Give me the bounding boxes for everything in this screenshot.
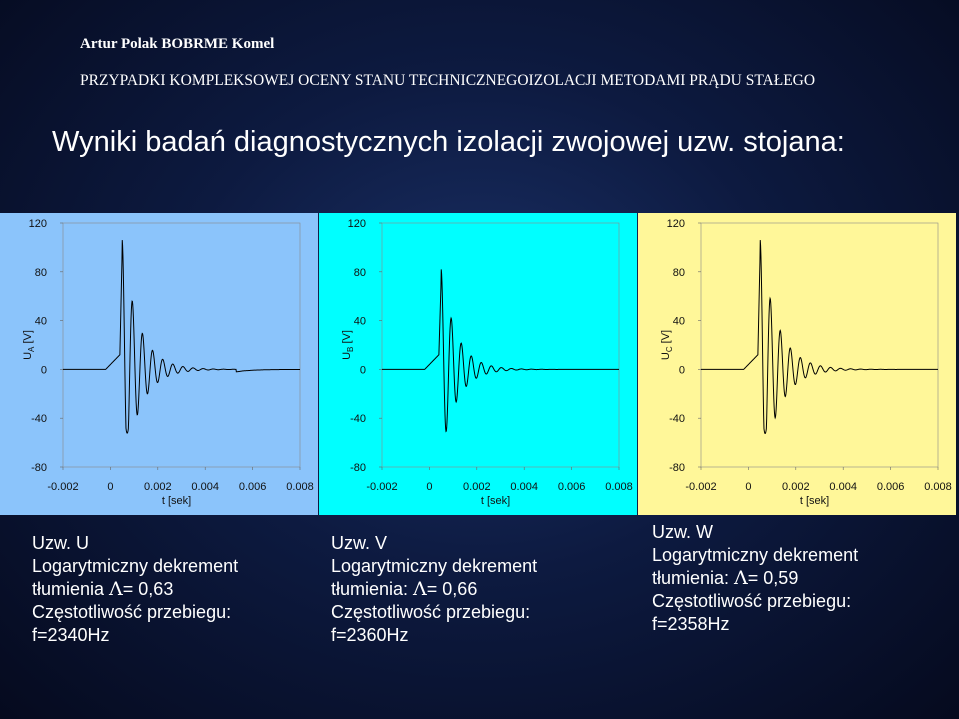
damping-line (652, 567, 858, 590)
y-label-unit: [V] (341, 330, 353, 347)
y-tick-label: 80 (34, 266, 47, 279)
y-axis-label (660, 330, 674, 360)
frequency-value: f=2340Hz (32, 625, 110, 645)
chart-panel-w (638, 213, 956, 515)
chart-w-svg (638, 213, 956, 515)
x-tick-label: -0.002 (685, 481, 717, 493)
chart-background (0, 213, 318, 515)
x-tick-label: 0.008 (286, 481, 314, 493)
y-axis-label (341, 330, 355, 360)
decrement-label: Logarytmiczny dekrement (32, 556, 239, 576)
x-axis-label: t [sek] (799, 495, 830, 507)
frequency-label: Częstotliwość przebiegu: (32, 602, 232, 622)
y-label-main: U (341, 351, 353, 360)
chart-u-svg (0, 213, 318, 515)
x-tick-label: 0.006 (557, 481, 586, 493)
frequency-value: f=2358Hz (652, 614, 730, 634)
x-tick-label: 0.004 (191, 481, 219, 493)
x-axis-label: t [sek] (161, 495, 192, 507)
y-label-unit: [V] (660, 329, 672, 347)
x-tick-label: 0.004 (510, 481, 538, 493)
y-tick-label: 80 (353, 266, 366, 279)
y-tick-label: 80 (672, 266, 685, 279)
x-tick-label: 0 (107, 481, 114, 493)
damping-value: = 0,59 (747, 568, 799, 588)
chart-panel-v (319, 213, 637, 515)
x-tick-label: 0.006 (876, 481, 905, 493)
presentation-subtitle: PRZYPADKI KOMPLEKSOWEJ OCENY STANU TECHNICZNEGOIZOLACJI METODAMI PRĄDU STAŁEGO (80, 72, 816, 89)
chart-v-svg (319, 213, 637, 515)
lambda-symbol: Λ (734, 567, 748, 589)
slide-title: Wyniki badań diagnostycznych izolacji zwojowej uzw. stojana: (52, 126, 845, 158)
x-tick-label: 0.002 (144, 481, 172, 493)
author-name: Artur Polak BOBRME Komel (80, 36, 275, 52)
x-tick-label: 0.008 (924, 481, 952, 493)
lambda-symbol: Λ (413, 578, 427, 600)
decrement-label: Logarytmiczny dekrement (331, 556, 538, 576)
y-tick-label: 120 (666, 218, 685, 230)
y-tick-label: 0 (40, 364, 47, 377)
chart-background (638, 213, 956, 515)
frequency-label: Częstotliwość przebiegu: (331, 602, 531, 622)
y-label-unit: [V] (22, 330, 34, 347)
damping-value: = 0,66 (426, 579, 478, 599)
y-label-subscript: A (27, 346, 36, 352)
damping-value: = 0,63 (122, 579, 174, 599)
y-tick-label: -40 (31, 413, 47, 426)
x-tick-label: 0.002 (782, 481, 810, 493)
y-tick-label: 120 (347, 218, 366, 230)
winding-label: Uzw. V (331, 533, 388, 553)
description-u (32, 532, 238, 647)
damping-label: tłumienia (32, 579, 110, 599)
x-tick-label: 0.006 (238, 481, 267, 493)
y-tick-label: -40 (669, 413, 685, 426)
x-tick-label: -0.002 (366, 481, 398, 493)
x-tick-label: 0 (426, 481, 433, 493)
y-label-subscript: B (346, 346, 355, 352)
x-tick-label: 0.008 (605, 481, 633, 493)
y-tick-label: 0 (678, 364, 685, 377)
damping-line (32, 578, 238, 601)
decrement-label: Logarytmiczny dekrement (652, 545, 859, 565)
x-tick-label: 0 (745, 481, 752, 493)
lambda-symbol: Λ (109, 578, 123, 600)
winding-label: Uzw. U (32, 533, 90, 553)
y-tick-label: 120 (28, 218, 47, 230)
chart-panel-u (0, 213, 318, 515)
x-tick-label: 0.002 (463, 481, 491, 493)
x-axis-label: t [sek] (480, 495, 511, 507)
damping-line (331, 578, 537, 601)
frequency-label: Częstotliwość przebiegu: (652, 591, 852, 611)
y-label-main: U (22, 351, 34, 360)
y-tick-label: 40 (672, 315, 685, 328)
x-tick-label: 0.004 (829, 481, 857, 493)
y-tick-label: 40 (34, 315, 47, 328)
description-v (331, 532, 537, 647)
damping-label: tłumienia: (652, 568, 735, 588)
y-label-subscript: C (665, 346, 674, 353)
x-tick-label: -0.002 (47, 481, 79, 493)
description-w (652, 521, 858, 636)
damping-label: tłumienia: (331, 579, 414, 599)
y-tick-label: -80 (669, 462, 685, 474)
y-tick-label: -80 (31, 462, 47, 474)
chart-background (319, 213, 637, 515)
y-label-main: U (660, 352, 672, 361)
winding-label: Uzw. W (652, 522, 713, 542)
y-tick-label: -40 (350, 413, 366, 426)
y-tick-label: -80 (350, 462, 366, 474)
y-tick-label: 0 (359, 364, 366, 377)
y-tick-label: 40 (353, 315, 366, 328)
y-axis-label (22, 330, 36, 360)
frequency-value: f=2360Hz (331, 625, 409, 645)
